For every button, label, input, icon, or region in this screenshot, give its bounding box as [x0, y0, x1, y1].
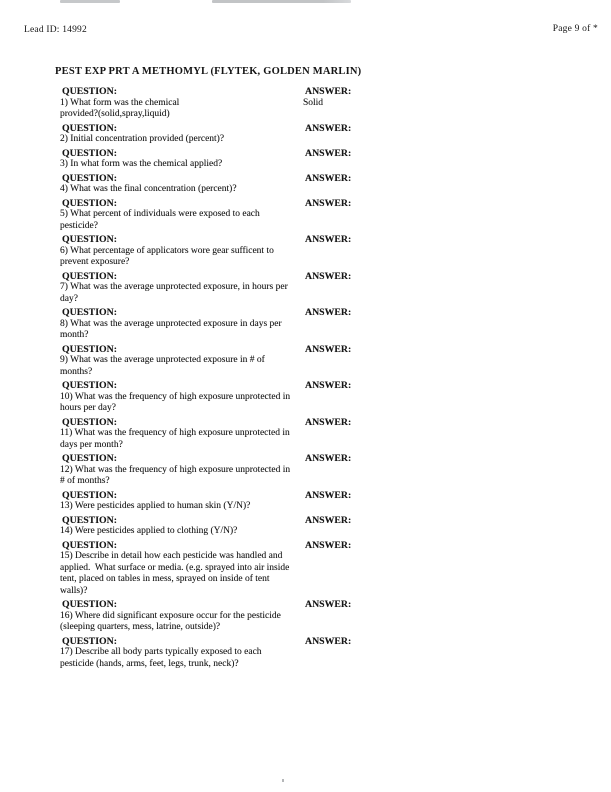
question-answer-block [60, 173, 550, 196]
answer-label: ANSWER: [305, 489, 352, 501]
label-row [60, 490, 550, 502]
scan-artifact-bar [60, 0, 120, 3]
question-answer-block [60, 148, 550, 171]
question-text-line: 14) Were pesticides applied to clothing (Y/N)? [60, 526, 238, 536]
question-body [60, 551, 550, 597]
question-text-line: 8) What was the average unprotected exposure in days per [60, 318, 282, 329]
question-label: QUESTION: [62, 380, 117, 391]
question-body [60, 355, 550, 378]
question-text [60, 282, 550, 305]
question-text-line: 17) Describe all body parts typically exposed to each [60, 647, 262, 657]
question-answer-block [60, 307, 550, 342]
question-text-line: 4) What was the final concentration (percent)? [60, 184, 237, 194]
question-text-line: walls)? [60, 585, 88, 596]
answer-label: ANSWER: [305, 539, 352, 551]
question-answer-block [60, 417, 550, 452]
question-body [60, 647, 550, 670]
question-label: QUESTION: [62, 197, 117, 209]
question-text [60, 319, 550, 342]
question-answer-block [60, 636, 550, 671]
question-text [60, 159, 550, 171]
question-text-line: 2) Initial concentration provided (percent)? [60, 134, 225, 144]
question-text-line: tent, placed on tables in mess, sprayed on inside of tent [60, 574, 270, 584]
question-answer-block [60, 234, 550, 269]
question-label: QUESTION: [62, 172, 117, 184]
label-row [60, 515, 550, 527]
question-text-line: prevent exposure? [60, 257, 130, 267]
label-row [60, 123, 550, 135]
question-text [60, 184, 550, 196]
question-body [60, 282, 550, 305]
question-label: QUESTION: [62, 514, 117, 526]
question-text [60, 647, 550, 670]
question-text-line: months? [60, 366, 93, 377]
question-label: QUESTION: [62, 122, 117, 134]
question-body [60, 98, 550, 121]
question-text-line: 7) What was the average unprotected exposure, in hours per [60, 282, 288, 292]
question-answer-block [60, 198, 550, 233]
answer-label: ANSWER: [305, 172, 352, 184]
answer-label: ANSWER: [305, 453, 352, 464]
question-text-line: day? [60, 293, 78, 304]
answer-label: ANSWER: [305, 343, 352, 355]
label-row [60, 540, 550, 552]
document-title: PEST EXP PRT A METHOMYL (FLYTEK, GOLDEN MARLIN) [55, 66, 362, 77]
question-body [60, 611, 550, 634]
question-text-line: pesticide? [60, 220, 98, 231]
question-text [60, 465, 550, 488]
question-text [60, 355, 550, 378]
question-body [60, 134, 550, 146]
question-body [60, 184, 550, 196]
question-label: QUESTION: [62, 539, 117, 551]
answer-label: ANSWER: [305, 234, 352, 245]
scan-artifact-bar [212, 0, 351, 3]
question-label: QUESTION: [62, 599, 117, 610]
question-body [60, 526, 550, 538]
answer-label: ANSWER: [305, 86, 352, 97]
question-text-line: 11) What was the frequency of high exposure unprotected in [60, 428, 290, 438]
answer-label: ANSWER: [305, 380, 352, 391]
question-body [60, 392, 550, 415]
question-text-line: month? [60, 330, 89, 340]
question-text-line: hours per day? [60, 403, 116, 413]
question-text [60, 501, 550, 513]
label-row [60, 148, 550, 160]
question-body [60, 465, 550, 488]
question-text [60, 611, 550, 634]
question-text-line: days per month? [60, 439, 123, 450]
answer-label: ANSWER: [305, 635, 352, 647]
label-row [60, 599, 550, 611]
label-row [60, 198, 550, 210]
page-number: Page 9 of * [552, 24, 598, 34]
question-body [60, 428, 550, 451]
question-body [60, 319, 550, 342]
question-text-line: 3) In what form was the chemical applied? [60, 159, 223, 169]
question-text [60, 526, 550, 538]
question-label: QUESTION: [62, 307, 117, 318]
question-answer-block [60, 344, 550, 379]
answer-label: ANSWER: [305, 197, 352, 209]
question-label: QUESTION: [62, 86, 117, 97]
question-label: QUESTION: [62, 234, 117, 245]
label-row [60, 417, 550, 429]
question-text-line: 10) What was the frequency of high exposure unprotected in [60, 391, 291, 402]
question-label: QUESTION: [62, 489, 117, 501]
question-answer-block [60, 453, 550, 488]
question-list [60, 84, 550, 670]
answer-value: Solid [303, 97, 324, 108]
question-body [60, 159, 550, 171]
question-text [60, 392, 550, 415]
question-label: QUESTION: [62, 635, 117, 647]
question-text-line: 16) Where did significant exposure occur for the pesticide [60, 610, 281, 621]
question-label: QUESTION: [62, 147, 117, 159]
question-body [60, 501, 550, 513]
question-text [60, 134, 550, 146]
question-answer-block [60, 599, 550, 634]
question-label: QUESTION: [62, 416, 117, 428]
question-text-line: 12) What was the frequency of high exposure unprotected in [60, 464, 291, 475]
question-label: QUESTION: [62, 343, 117, 355]
answer-label: ANSWER: [305, 147, 352, 159]
question-text [60, 551, 550, 597]
question-answer-block [60, 540, 550, 598]
question-text-line: 1) What form was the chemical [60, 97, 180, 108]
question-text-line: 13) Were pesticides applied to human skin (Y/N)? [60, 501, 251, 511]
lead-id: Lead ID: 14992 [24, 25, 87, 35]
label-row [60, 173, 550, 185]
question-text-line: applied. What surface or media. (e.g. sprayed into air inside [60, 562, 290, 573]
label-row [60, 344, 550, 356]
question-text [60, 209, 550, 232]
label-row [60, 453, 550, 465]
question-text-line: 15) Describe in detail how each pesticide was handled and [60, 551, 283, 561]
question-body [60, 246, 550, 269]
question-answer-block [60, 123, 550, 146]
question-label: QUESTION: [62, 453, 117, 464]
answer-label: ANSWER: [305, 122, 352, 134]
question-text-line: # of months? [60, 476, 110, 486]
answer-label: ANSWER: [305, 599, 352, 610]
question-answer-block [60, 490, 550, 513]
question-text-line: 6) What percentage of applicators wore gear sufficent to [60, 245, 274, 256]
question-text-line: 9) What was the average unprotected exposure in # of [60, 355, 265, 365]
question-text-line: (sleeping quarters, mess, latrine, outside)? [60, 622, 221, 632]
label-row [60, 307, 550, 319]
label-row [60, 234, 550, 246]
question-text-line: pesticide (hands, arms, feet, legs, trunk, neck)? [60, 658, 239, 669]
answer-label: ANSWER: [305, 514, 352, 526]
question-text [60, 428, 550, 451]
question-answer-block [60, 515, 550, 538]
answer-label: ANSWER: [305, 270, 352, 282]
question-answer-block [60, 271, 550, 306]
label-row [60, 86, 550, 98]
question-text-line: provided?(solid,spray,liquid) [60, 109, 170, 119]
label-row [60, 271, 550, 283]
label-row [60, 636, 550, 648]
scan-speck [282, 779, 284, 782]
question-answer-block [60, 86, 550, 121]
label-row [60, 380, 550, 392]
answer-label: ANSWER: [305, 416, 352, 428]
answer-label: ANSWER: [305, 307, 352, 318]
question-answer-block [60, 380, 550, 415]
question-text-line: 5) What percent of individuals were exposed to each [60, 209, 260, 219]
question-text [60, 246, 550, 269]
question-body [60, 209, 550, 232]
question-label: QUESTION: [62, 270, 117, 282]
